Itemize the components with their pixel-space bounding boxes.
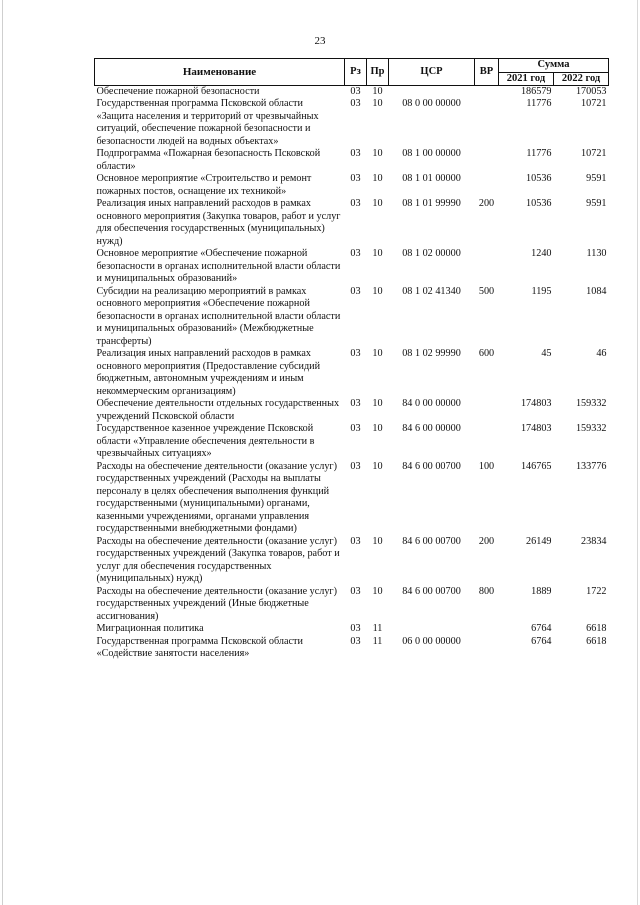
cell-vr: [475, 423, 499, 461]
table-body: [95, 85, 609, 661]
cell-vr: [475, 636, 499, 661]
cell-rz: 03: [350, 398, 361, 409]
cell-sum-2021: 1195: [531, 285, 552, 297]
cell-csr: 08 0 00 00000: [402, 98, 461, 109]
cell-csr: 84 6 00 00000: [402, 423, 461, 434]
header-vr: ВР: [475, 59, 499, 86]
cell-pr: 10: [372, 348, 383, 359]
table-row: [95, 536, 609, 586]
cell-rz: 03: [345, 85, 367, 98]
cell-csr: 08 1 01 99990: [402, 198, 461, 209]
header-name: Наименование: [95, 59, 345, 86]
cell-rz: 03: [350, 423, 361, 434]
table-row: [95, 173, 609, 198]
cell-name: Расходы на обеспечение деятельности (оказание услуг) государственных учреждений (Расходы на выплаты персоналу в целях обеспечения выполнения функций государственными (муниципальными) органами, казенными учреждениями, органами управления государственными внебюджетными фондами): [96, 460, 338, 534]
cell-sum-2022: 1722: [586, 585, 607, 597]
cell-sum-2022: 9591: [586, 173, 607, 184]
cell-vr: [475, 148, 499, 173]
cell-name: Основное мероприятие «Обеспечение пожарной безопасности в органах исполнительной власти области и муниципальных образований»: [96, 248, 341, 284]
header-sum: Сумма: [499, 59, 609, 73]
cell-rz: 03: [350, 348, 361, 359]
cell-sum-2021: 6764: [531, 623, 552, 634]
cell-sum-2022: 23834: [581, 535, 607, 547]
cell-sum-2021: 11776: [526, 148, 552, 159]
cell-sum-2022: 133776: [575, 460, 607, 472]
cell-sum-2022: 10721: [581, 98, 607, 109]
cell-pr: 10: [372, 248, 383, 259]
cell-sum-2022: 6618: [586, 635, 607, 647]
cell-rz: 03: [350, 635, 361, 647]
cell-csr: 08 1 02 00000: [402, 248, 461, 259]
cell-name: Государственная программа Псковской области «Содействие занятости населения»: [96, 635, 303, 659]
cell-name: Реализация иных направлений расходов в рамках основного мероприятия (Предоставление субсидий бюджетным, автономным учреждениям и иным некоммерческим организациям): [96, 348, 321, 397]
cell-rz: 03: [350, 98, 361, 109]
cell-name: Подпрограмма «Пожарная безопасность Псковской области»: [96, 148, 321, 172]
header-pr: Пр: [367, 59, 389, 86]
cell-csr: [389, 85, 475, 98]
cell-vr: 800: [478, 585, 495, 597]
cell-pr: 10: [372, 535, 383, 547]
cell-vr: [475, 623, 499, 636]
page-number: 23: [314, 35, 326, 47]
cell-csr: 84 6 00 00700: [402, 535, 461, 547]
cell-sum-2021: 45: [541, 348, 552, 359]
cell-sum-2021: 6764: [531, 635, 552, 647]
cell-rz: 03: [350, 623, 361, 634]
scan-left-edge: [2, 0, 3, 905]
cell-name: Государственное казенное учреждение Псковской области «Управление обеспечения деятельности в чрезвычайных ситуациях»: [96, 423, 315, 459]
header-year-2022: 2022 год: [554, 72, 609, 85]
cell-pr: 10: [372, 98, 383, 109]
cell-sum-2022: 6618: [586, 623, 607, 634]
header-csr: ЦСР: [389, 59, 475, 86]
cell-vr: 500: [478, 285, 495, 297]
cell-sum-2021: 26149: [526, 535, 552, 547]
cell-name: Расходы на обеспечение деятельности (оказание услуг) государственных учреждений (Закупка товаров, работ и услуг для обеспечения государственных (муниципальных) нужд): [96, 535, 340, 584]
table-header: [95, 59, 609, 86]
cell-name: Основное мероприятие «Строительство и ремонт пожарных постов, оснащение их техникой»: [96, 173, 312, 197]
cell-vr: 200: [478, 535, 495, 547]
cell-csr: 84 6 00 00700: [402, 585, 461, 597]
cell-rz: 03: [350, 198, 361, 209]
cell-vr: 100: [478, 460, 495, 472]
cell-csr: 08 1 00 00000: [402, 148, 461, 159]
table-row: [95, 423, 609, 461]
table-row: [95, 623, 609, 636]
cell-rz: 03: [350, 535, 361, 547]
table-row: [95, 286, 609, 349]
cell-sum-2022: 9591: [586, 198, 607, 209]
scan-right-edge: [637, 0, 638, 905]
cell-name: Расходы на обеспечение деятельности (оказание услуг) государственных учреждений (Иные бюджетные ассигнования): [96, 585, 338, 622]
cell-vr: 200: [478, 198, 495, 209]
cell-csr: 08 1 02 99990: [402, 348, 461, 359]
table-row: [95, 198, 609, 248]
cell-sum-2022: 1084: [586, 285, 607, 297]
cell-pr: 10: [372, 423, 383, 434]
table-row: [95, 636, 609, 661]
cell-vr: [475, 173, 499, 198]
cell-rz: 03: [350, 173, 361, 184]
cell-sum-2021: 146765: [520, 460, 552, 472]
table-row: [95, 398, 609, 423]
cell-rz: 03: [350, 148, 361, 159]
header-year-2021: 2021 год: [499, 72, 554, 85]
cell-vr: [475, 398, 499, 423]
budget-table: [94, 58, 609, 661]
table-row: [95, 461, 609, 536]
cell-name: Субсидии на реализацию мероприятий в рамках основного мероприятия «Обеспечение пожарной безопасности в органах исполнительной власти области и муниципальных образований» (Межбюджетные трансферты): [96, 285, 341, 347]
cell-name: Обеспечение пожарной безопасности: [95, 85, 345, 98]
cell-pr: 10: [372, 173, 383, 184]
cell-sum-2021: 174803: [520, 398, 552, 409]
cell-rz: 03: [350, 585, 361, 597]
cell-pr: 10: [372, 198, 383, 209]
table-row: [95, 248, 609, 286]
cell-vr: [475, 248, 499, 286]
cell-sum-2021: 10536: [526, 198, 552, 209]
cell-name: Обеспечение деятельности отдельных государственных учреждений Псковской области: [96, 398, 340, 422]
cell-pr: 10: [372, 398, 383, 409]
cell-pr: 10: [372, 148, 383, 159]
table-row: [95, 348, 609, 398]
cell-rz: 03: [350, 285, 361, 297]
cell-pr: 10: [372, 460, 383, 472]
cell-csr: 08 1 02 41340: [402, 285, 461, 297]
table-row: [95, 586, 609, 624]
cell-name: Реализация иных направлений расходов в рамках основного мероприятия (Закупка товаров, работ и услуг для обеспечения государственных (муниципальных) нужд): [96, 198, 341, 247]
cell-sum-2021: 10536: [526, 173, 552, 184]
cell-csr: [389, 623, 475, 636]
cell-rz: 03: [350, 460, 361, 472]
cell-csr: 06 0 00 00000: [402, 635, 461, 647]
cell-sum-2022: 159332: [575, 423, 607, 434]
cell-pr: 10: [367, 85, 389, 98]
cell-sum-2021: 1240: [531, 248, 552, 259]
header-rz: Рз: [345, 59, 367, 86]
cell-rz: 03: [350, 248, 361, 259]
cell-pr: 11: [372, 623, 383, 634]
cell-sum-2022: 170053: [554, 85, 609, 98]
cell-sum-2022: 1130: [586, 248, 607, 259]
cell-name: Государственная программа Псковской области «Защита населения и территорий от чрезвычайных ситуаций, обеспечение пожарной безопасности и безопасности людей на водных объектах»: [96, 98, 319, 147]
cell-vr: 600: [478, 348, 495, 359]
cell-sum-2021: 1889: [531, 585, 552, 597]
cell-sum-2021: 11776: [526, 98, 552, 109]
cell-sum-2022: 159332: [575, 398, 607, 409]
cell-pr: 10: [372, 585, 383, 597]
table-row: [95, 148, 609, 173]
cell-sum-2021: 186579: [499, 85, 554, 98]
cell-pr: 11: [372, 635, 383, 647]
cell-csr: 84 6 00 00700: [402, 460, 461, 472]
table-row: [95, 98, 609, 148]
cell-sum-2021: 174803: [520, 423, 552, 434]
cell-csr: 08 1 01 00000: [402, 173, 461, 184]
cell-sum-2022: 46: [596, 348, 607, 359]
cell-sum-2022: 10721: [581, 148, 607, 159]
cell-vr: [475, 98, 499, 148]
cell-name: Миграционная политика: [96, 623, 204, 634]
cell-vr: [475, 85, 499, 98]
cell-pr: 10: [372, 285, 383, 297]
cell-csr: 84 0 00 00000: [402, 398, 461, 409]
table-row: [95, 85, 609, 98]
